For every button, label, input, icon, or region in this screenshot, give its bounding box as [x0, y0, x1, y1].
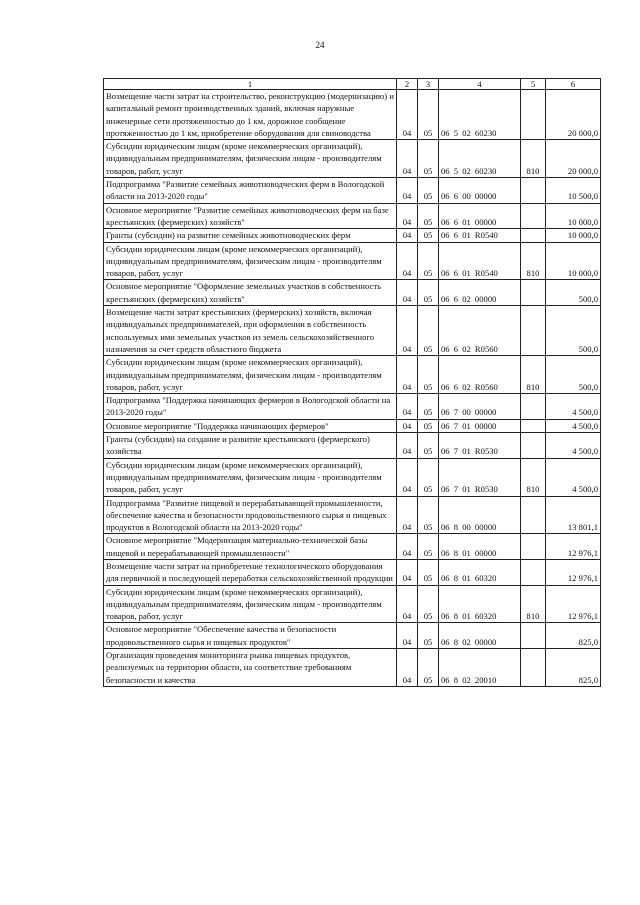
subsection-code-cell: 05: [418, 419, 439, 432]
subsection-code-cell: 05: [418, 280, 439, 306]
subsection-code-cell: 05: [418, 229, 439, 242]
table-row: [104, 496, 601, 534]
table-row: [104, 649, 601, 687]
expense-type-cell: [521, 534, 546, 560]
subsection-code-cell: 05: [418, 356, 439, 394]
column-header: 4: [439, 79, 521, 90]
column-header: 5: [521, 79, 546, 90]
section-code-cell: 04: [397, 534, 418, 560]
row-name-cell: Основное мероприятие "Обеспечение качества и безопасности продовольственного сырья и пищевых продуктов": [104, 623, 397, 649]
subsection-code-cell: 05: [418, 306, 439, 356]
target-code-cell: 06 6 01 R0540: [439, 242, 521, 280]
table-row: [104, 356, 601, 394]
target-code-cell: 06 8 01 00000: [439, 534, 521, 560]
section-code-cell: 04: [397, 559, 418, 585]
subsection-code-cell: 05: [418, 178, 439, 204]
target-code-cell: 06 5 02 60230: [439, 90, 521, 140]
expense-type-cell: [521, 178, 546, 204]
target-code-cell: 06 6 01 00000: [439, 203, 521, 229]
subsection-code-cell: 05: [418, 90, 439, 140]
target-code-cell: 06 7 01 R0530: [439, 433, 521, 459]
expense-type-cell: 810: [521, 356, 546, 394]
row-name-cell: Подпрограмма "Развитие семейных животноводческих ферм в Вологодской области на 2013-2020 годы": [104, 178, 397, 204]
target-code-cell: 06 7 00 00000: [439, 394, 521, 420]
expense-type-cell: [521, 623, 546, 649]
table-header-row: [104, 79, 601, 90]
subsection-code-cell: 05: [418, 585, 439, 623]
target-code-cell: 06 6 02 00000: [439, 280, 521, 306]
target-code-cell: 06 7 01 00000: [439, 419, 521, 432]
subsection-code-cell: 05: [418, 649, 439, 687]
amount-cell: 825,0: [546, 649, 601, 687]
table-row: [104, 178, 601, 204]
subsection-code-cell: 05: [418, 623, 439, 649]
row-name-cell: Субсидии юридическим лицам (кроме некоммерческих организаций), индивидуальным предпринимателям, физическим лицам - производителям товаров, работ, услуг: [104, 458, 397, 496]
section-code-cell: 04: [397, 649, 418, 687]
section-code-cell: 04: [397, 242, 418, 280]
table-row: [104, 559, 601, 585]
amount-cell: 20 000,0: [546, 140, 601, 178]
amount-cell: 10 000,0: [546, 203, 601, 229]
row-name-cell: Возмещение части затрат крестьянских (фермерских) хозяйств, включая индивидуальных предпринимателей, при оформлении в собственность используемых ими земельных участков из земель сельскохозяйственного назначения за счет средств областного бюджета: [104, 306, 397, 356]
expense-type-cell: [521, 649, 546, 687]
target-code-cell: 06 8 01 60320: [439, 559, 521, 585]
section-code-cell: 04: [397, 280, 418, 306]
page-number: 24: [315, 40, 325, 50]
amount-cell: 10 000,0: [546, 229, 601, 242]
amount-cell: 4 500,0: [546, 458, 601, 496]
table-row: [104, 433, 601, 459]
amount-cell: 825,0: [546, 623, 601, 649]
amount-cell: 500,0: [546, 306, 601, 356]
subsection-code-cell: 05: [418, 242, 439, 280]
row-name-cell: Возмещение части затрат на строительство, реконструкцию (модернизацию) и капитальный ремонт производственных зданий, включая наружные инженерные сети протяженностью до 1 км, дорожное сообщение протяженностью до 1 км, приобретение оборудования для свиноводства: [104, 90, 397, 140]
subsection-code-cell: 05: [418, 559, 439, 585]
expense-type-cell: [521, 496, 546, 534]
section-code-cell: 04: [397, 356, 418, 394]
expense-type-cell: 810: [521, 140, 546, 178]
amount-cell: 4 500,0: [546, 394, 601, 420]
subsection-code-cell: 05: [418, 433, 439, 459]
amount-cell: 12 976,1: [546, 559, 601, 585]
amount-cell: 10 000,0: [546, 242, 601, 280]
subsection-code-cell: 05: [418, 534, 439, 560]
section-code-cell: 04: [397, 419, 418, 432]
row-name-cell: Субсидии юридическим лицам (кроме некоммерческих организаций), индивидуальным предпринимателям, физическим лицам - производителям товаров, работ, услуг: [104, 585, 397, 623]
table-row: [104, 623, 601, 649]
budget-table: [103, 78, 601, 687]
column-header: 1: [104, 79, 397, 90]
target-code-cell: 06 7 01 R0530: [439, 458, 521, 496]
table-row: [104, 280, 601, 306]
subsection-code-cell: 05: [418, 140, 439, 178]
expense-type-cell: 810: [521, 458, 546, 496]
row-name-cell: Подпрограмма "Поддержка начинающих фермеров в Вологодской области на 2013-2020 годы": [104, 394, 397, 420]
section-code-cell: 04: [397, 585, 418, 623]
expense-type-cell: [521, 306, 546, 356]
table-row: [104, 585, 601, 623]
expense-type-cell: [521, 394, 546, 420]
table-row: [104, 534, 601, 560]
target-code-cell: 06 6 02 R0560: [439, 306, 521, 356]
section-code-cell: 04: [397, 178, 418, 204]
subsection-code-cell: 05: [418, 203, 439, 229]
expense-type-cell: 810: [521, 242, 546, 280]
amount-cell: 4 500,0: [546, 419, 601, 432]
section-code-cell: 04: [397, 433, 418, 459]
expense-type-cell: 810: [521, 585, 546, 623]
section-code-cell: 04: [397, 229, 418, 242]
section-code-cell: 04: [397, 306, 418, 356]
row-name-cell: Основное мероприятие "Развитие семейных животноводческих ферм на базе крестьянских (фермерских) хозяйств": [104, 203, 397, 229]
target-code-cell: 06 6 02 R0560: [439, 356, 521, 394]
section-code-cell: 04: [397, 203, 418, 229]
table-row: [104, 242, 601, 280]
amount-cell: 13 801,1: [546, 496, 601, 534]
column-header: 3: [418, 79, 439, 90]
target-code-cell: 06 6 00 00000: [439, 178, 521, 204]
subsection-code-cell: 05: [418, 458, 439, 496]
table-row: [104, 140, 601, 178]
amount-cell: 4 500,0: [546, 433, 601, 459]
row-name-cell: Субсидии юридическим лицам (кроме некоммерческих организаций), индивидуальным предпринимателям, физическим лицам - производителям товаров, работ, услуг: [104, 242, 397, 280]
amount-cell: 500,0: [546, 280, 601, 306]
amount-cell: 12 976,1: [546, 585, 601, 623]
target-code-cell: 06 8 00 00000: [439, 496, 521, 534]
section-code-cell: 04: [397, 90, 418, 140]
section-code-cell: 04: [397, 394, 418, 420]
table-row: [104, 306, 601, 356]
amount-cell: 500,0: [546, 356, 601, 394]
amount-cell: 20 000,0: [546, 90, 601, 140]
row-name-cell: Субсидии юридическим лицам (кроме некоммерческих организаций), индивидуальным предпринимателям, физическим лицам - производителям товаров, работ, услуг: [104, 140, 397, 178]
expense-type-cell: [521, 559, 546, 585]
table-row: [104, 229, 601, 242]
table-row: [104, 203, 601, 229]
table-row: [104, 458, 601, 496]
row-name-cell: Организация проведения мониторинга рынка пищевых продуктов, реализуемых на территории области, на соответствие требованиям безопасности и качества: [104, 649, 397, 687]
row-name-cell: Возмещение части затрат на приобретение технологического оборудования для первичной и последующей переработки сельскохозяйственной продукции: [104, 559, 397, 585]
row-name-cell: Основное мероприятие "Модернизация материально-технической базы пищевой и перерабатывающей промышленности": [104, 534, 397, 560]
subsection-code-cell: 05: [418, 394, 439, 420]
row-name-cell: Основное мероприятие "Поддержка начинающих фермеров": [104, 419, 397, 432]
row-name-cell: Подпрограмма "Развитие пищевой и перерабатывающей промышленности, обеспечение качества и безопасности продовольственного сырья и пищевых продуктов в Вологодской области на 2013-2020 годы": [104, 496, 397, 534]
table-row: [104, 394, 601, 420]
expense-type-cell: [521, 280, 546, 306]
section-code-cell: 04: [397, 496, 418, 534]
target-code-cell: 06 8 02 00000: [439, 623, 521, 649]
expense-type-cell: [521, 90, 546, 140]
row-name-cell: Гранты (субсидии) на создание и развитие крестьянского (фермерского) хозяйства: [104, 433, 397, 459]
section-code-cell: 04: [397, 623, 418, 649]
target-code-cell: 06 8 01 60320: [439, 585, 521, 623]
table-row: [104, 419, 601, 432]
target-code-cell: 06 6 01 R0540: [439, 229, 521, 242]
expense-type-cell: [521, 203, 546, 229]
row-name-cell: Субсидии юридическим лицам (кроме некоммерческих организаций), индивидуальным предпринимателям, физическим лицам - производителям товаров, работ, услуг: [104, 356, 397, 394]
section-code-cell: 04: [397, 458, 418, 496]
target-code-cell: 06 5 02 60230: [439, 140, 521, 178]
amount-cell: 10 500,0: [546, 178, 601, 204]
column-header: 6: [546, 79, 601, 90]
expense-type-cell: [521, 433, 546, 459]
target-code-cell: 06 8 02 20010: [439, 649, 521, 687]
expense-type-cell: [521, 419, 546, 432]
amount-cell: 12 976,1: [546, 534, 601, 560]
column-header: 2: [397, 79, 418, 90]
row-name-cell: Гранты (субсидии) на развитие семейных животноводческих ферм: [104, 229, 397, 242]
expense-type-cell: [521, 229, 546, 242]
row-name-cell: Основное мероприятие "Оформление земельных участков в собственность крестьянских (фермерских) хозяйств": [104, 280, 397, 306]
subsection-code-cell: 05: [418, 496, 439, 534]
table-row: [104, 90, 601, 140]
section-code-cell: 04: [397, 140, 418, 178]
